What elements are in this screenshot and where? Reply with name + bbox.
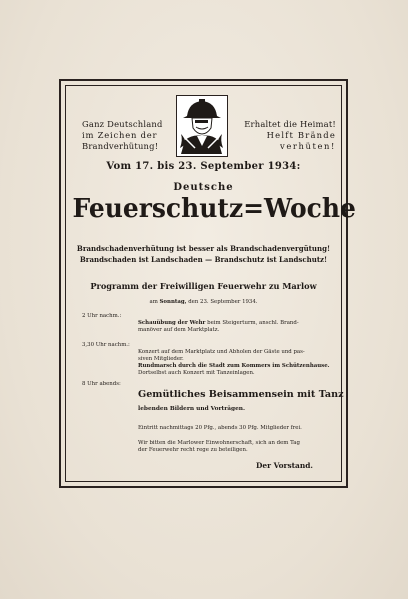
- left-slogan: [82, 119, 163, 152]
- appeal-line: der Feuerwehr recht rege zu beteiligen.: [138, 447, 248, 453]
- item-line: Dortselbst auch Konzert mit Tanzeinlagen.: [138, 370, 255, 376]
- event-dates: Vom 17. bis 23. September 1934:: [106, 161, 301, 172]
- mottos: [67, 243, 340, 265]
- motto-line: Brandschadenverhütung ist besser als Brandschadenvergütung!: [76, 244, 331, 253]
- motto-line: Brandschaden ist Landschaden — Brandschutz ist Landschutz!: [79, 255, 328, 264]
- main-title: Feuerschutz=Woche: [72, 194, 356, 224]
- right-slogan-line: verhüten!: [280, 141, 336, 151]
- signature: Der Vorstand.: [256, 461, 313, 470]
- right-slogan-line: Helft Brände: [266, 130, 336, 140]
- fireman-emblem-icon: [176, 95, 228, 157]
- evening-highlight: Gemütliches Beisammensein mit Tanz: [138, 389, 344, 400]
- title-deutsche: Deutsche: [173, 182, 234, 193]
- item-line: Konzert auf dem Marktplatz und Abholen der Gäste und pas-: [138, 349, 305, 355]
- admission-text: Eintritt nachmittags 20 Pfg., abends 30 Pfg. Mitglieder frei.: [138, 425, 302, 431]
- item-lead: Schauübung der Wehr: [138, 320, 206, 326]
- appeal-text: [138, 440, 300, 454]
- item-line: beim Steigerturm, anschl. Brand-: [207, 320, 299, 326]
- item-line: manöver auf dem Marktplatz.: [138, 327, 220, 333]
- right-slogan-line: Erhaltet die Heimat!: [244, 119, 336, 129]
- item-time: 8 Uhr abends:: [82, 381, 121, 387]
- item-line: siven Mitglieder.: [138, 356, 184, 362]
- item-time: 3,30 Uhr nachm.:: [82, 342, 130, 348]
- appeal-line: Wir bitten die Marlower Einwohnerschaft, sich an dem Tag: [138, 440, 300, 446]
- item-time: 2 Uhr nachm.:: [82, 313, 122, 319]
- left-slogan-line: Brandverhütung!: [82, 141, 159, 151]
- item-line: Rundmarsch durch die Stadt zum Kommers im Schützenhause.: [138, 363, 330, 369]
- left-slogan-line: im Zeichen der: [82, 130, 158, 140]
- subline-prefix: am: [149, 299, 158, 305]
- evening-highlight-sub: lebenden Bildern und Vorträgen.: [138, 406, 246, 412]
- subline-day: Sonntag,: [159, 299, 187, 305]
- program-item-2: [138, 349, 330, 377]
- right-slogan: [244, 119, 336, 152]
- program-item-1: [138, 320, 299, 334]
- program-heading: Programm der Freiwilligen Feuerwehr zu Marlow: [90, 281, 317, 291]
- program-subline: [67, 299, 340, 306]
- subline-rest: den 23. September 1934.: [188, 299, 258, 305]
- left-slogan-line: Ganz Deutschland: [82, 119, 163, 129]
